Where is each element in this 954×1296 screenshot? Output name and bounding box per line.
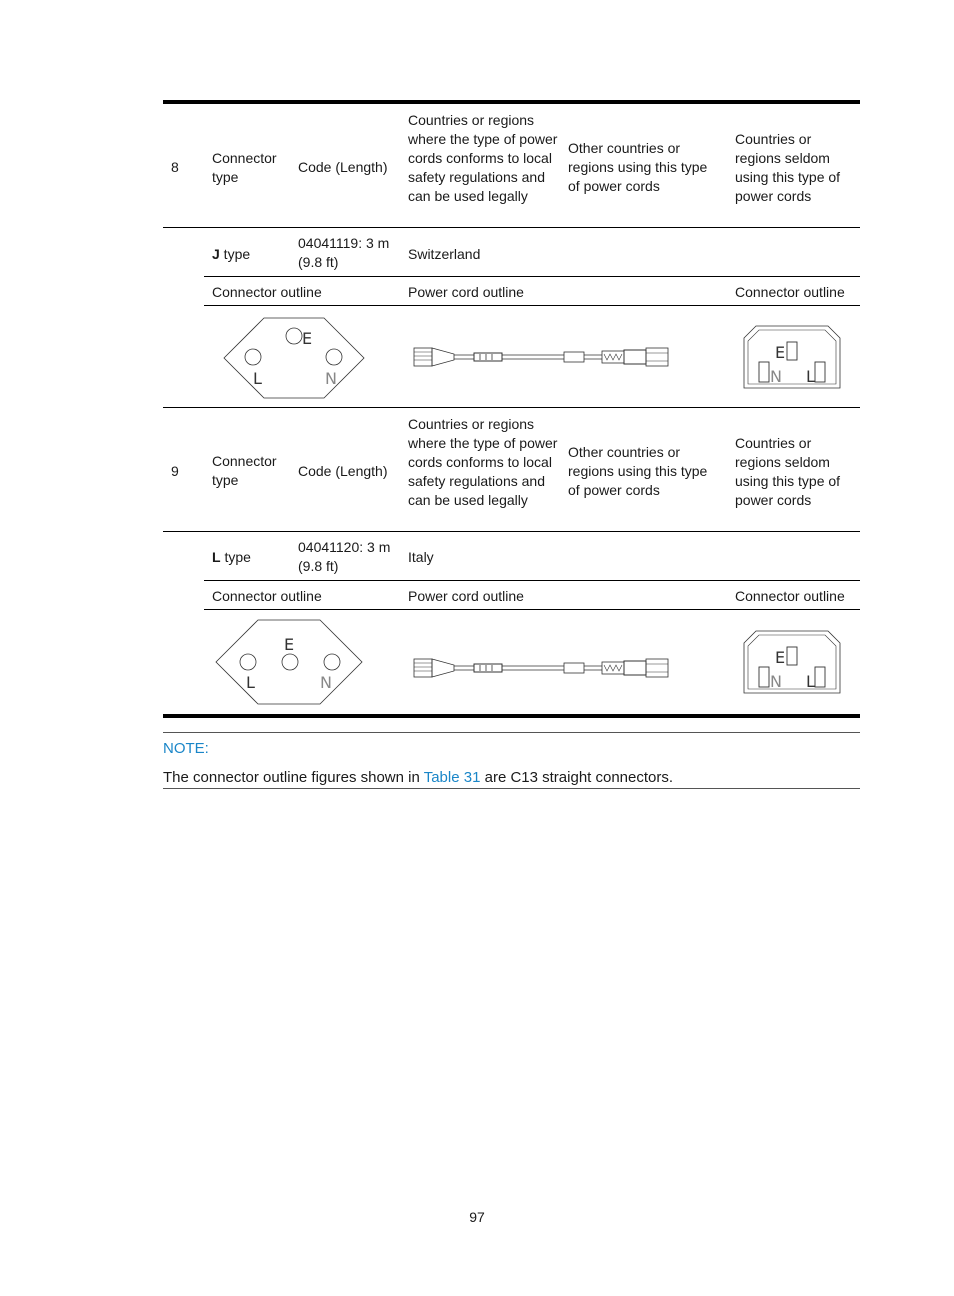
- header-code-length: Code (Length): [298, 159, 388, 175]
- pin-label: E: [284, 635, 295, 654]
- connector-outline-label: Connector outline: [735, 588, 845, 604]
- header-code-length: Code (Length): [298, 463, 388, 479]
- pin-label: N: [325, 369, 337, 388]
- power-cord-outline-label: Power cord outline: [408, 284, 524, 300]
- note-top-rule: [163, 732, 860, 733]
- header-other-countries: Other countries or regions using this type of power cords: [568, 140, 708, 194]
- header-countries-conform: Countries or regions where the type of power cords conforms to local safety regulations and can be used legally: [408, 416, 558, 508]
- connector-type-cell: [212, 548, 251, 567]
- row-rule: [163, 407, 860, 408]
- table-bottom-rule: [163, 714, 860, 718]
- header-connector-type: Connector type: [212, 453, 277, 488]
- row-rule: [163, 531, 860, 532]
- pin-label: E: [775, 648, 786, 667]
- connector-type-cell: [212, 245, 250, 264]
- power-cord-outline-figure: [410, 342, 672, 372]
- type-suffix: type: [220, 549, 251, 565]
- pin-label: N: [770, 672, 782, 691]
- j-type-plug-outline-figure: [220, 316, 370, 402]
- row-number: 9: [171, 463, 179, 479]
- connector-outline-label: Connector outline: [212, 284, 322, 300]
- note-text-after: are C13 straight connectors.: [480, 769, 674, 786]
- page-number: 97: [469, 1209, 485, 1225]
- type-letter: J: [212, 246, 220, 262]
- row-rule: [204, 276, 860, 277]
- header-countries-conform: Countries or regions where the type of power cords conforms to local safety regulations and can be used legally: [408, 112, 558, 204]
- header-other-countries: Other countries or regions using this type of power cords: [568, 444, 708, 498]
- code-cell: 04041119: 3 m (9.8 ft): [298, 235, 390, 270]
- connector-outline-label: Connector outline: [212, 588, 322, 604]
- c13-connector-outline-figure: [740, 627, 844, 699]
- note-text: [163, 768, 673, 787]
- power-cord-outline-figure: [410, 653, 672, 683]
- code-cell: 04041120: 3 m (9.8 ft): [298, 539, 391, 574]
- header-connector-type: Connector type: [212, 150, 277, 185]
- connector-outline-label: Connector outline: [735, 284, 845, 300]
- header-seldom-countries: Countries or regions seldom using this type of power cords: [735, 435, 841, 508]
- c13-connector-outline-figure: [740, 322, 844, 394]
- pin-label: E: [302, 329, 313, 348]
- pin-label: E: [775, 343, 786, 362]
- pin-label: N: [770, 367, 782, 386]
- type-suffix: type: [219, 246, 251, 262]
- header-seldom-countries: Countries or regions seldom using this type of power cords: [735, 131, 841, 204]
- table-top-rule: [163, 100, 860, 104]
- table-31-link[interactable]: Table 31: [423, 769, 481, 786]
- pin-label: L: [806, 367, 815, 386]
- power-cord-outline-label: Power cord outline: [408, 588, 524, 604]
- note-bottom-rule: [163, 788, 860, 789]
- note-title: NOTE:: [163, 740, 209, 757]
- row-number: 8: [171, 159, 179, 175]
- row-rule: [204, 609, 860, 610]
- countries-cell: Italy: [408, 549, 434, 565]
- type-letter: L: [212, 549, 221, 565]
- l-type-plug-outline-figure: [214, 618, 366, 708]
- row-rule: [204, 305, 860, 306]
- pin-label: L: [806, 672, 815, 691]
- pin-label: N: [320, 673, 332, 692]
- note-text-before: The connector outline figures shown in: [163, 769, 424, 786]
- pin-label: L: [246, 673, 255, 692]
- row-rule: [163, 227, 860, 228]
- pin-label: L: [253, 369, 262, 388]
- row-rule: [204, 580, 860, 581]
- countries-cell: Switzerland: [408, 246, 481, 262]
